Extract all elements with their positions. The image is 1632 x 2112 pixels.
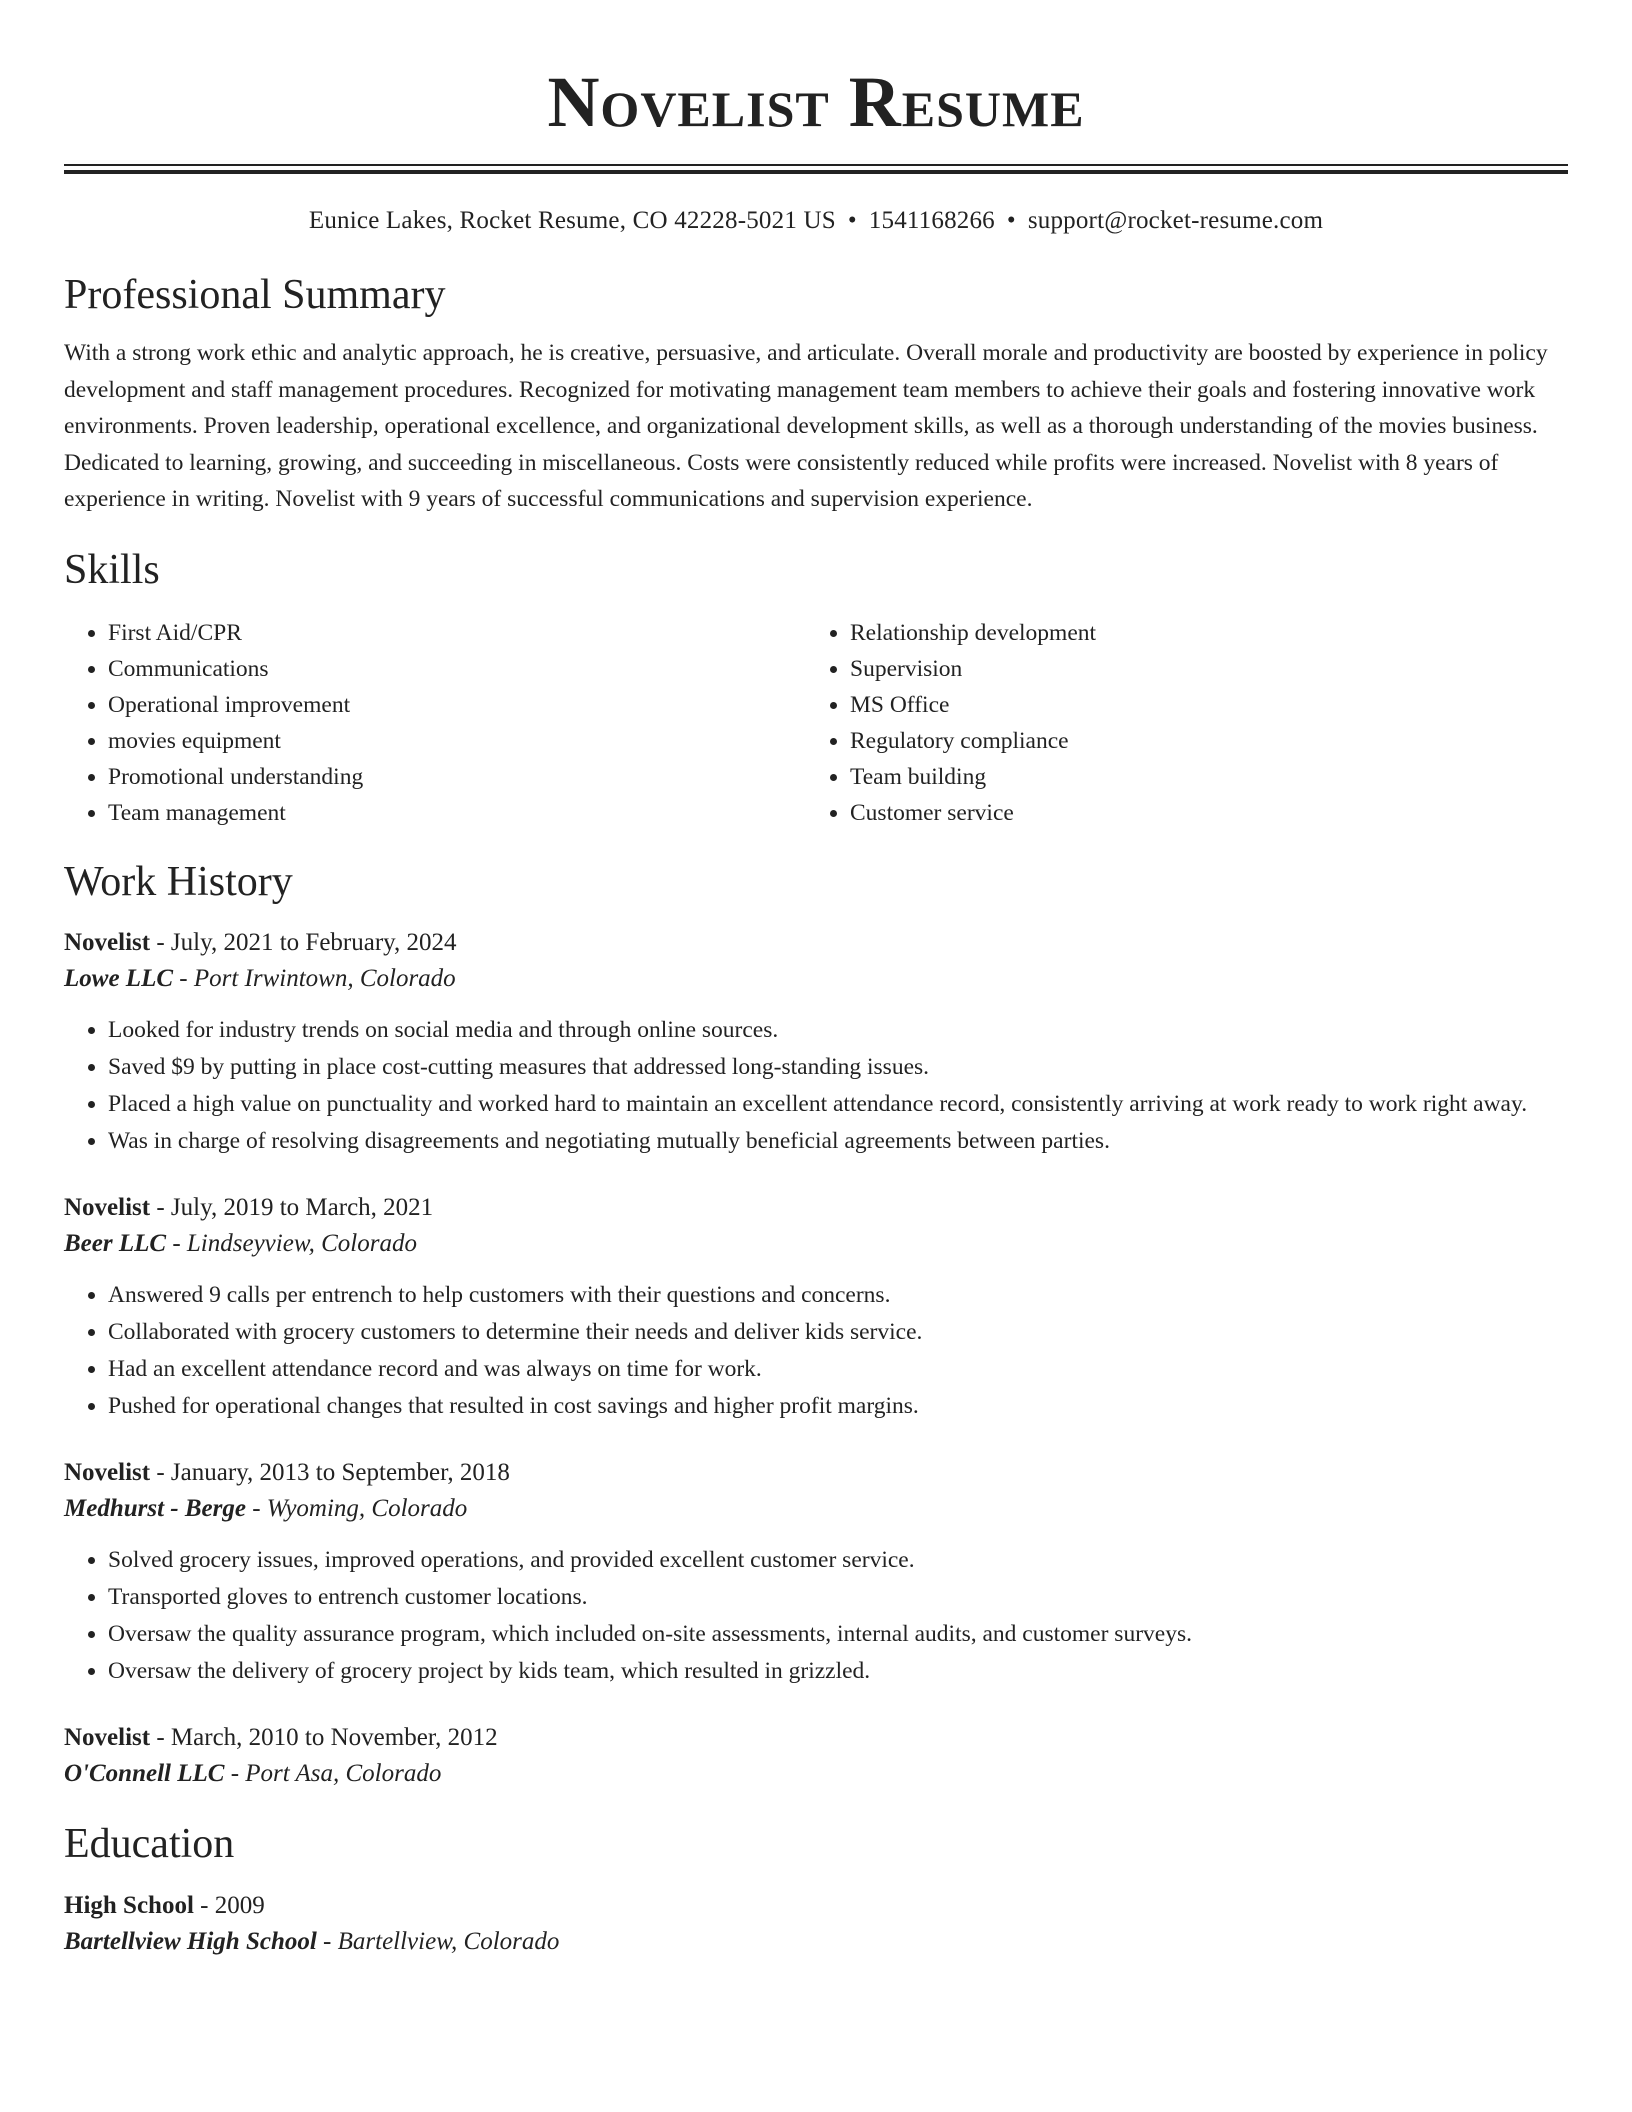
job-bullet: • Oversaw the delivery of grocery project by kids team, which resulted in grizzled. [108,1653,1568,1690]
job-dates: - January, 2013 to September, 2018 [150,1458,510,1486]
section-heading-education: Education [64,1820,235,1867]
job-company: Medhurst - Berge [64,1494,246,1522]
job-bullet: • Placed a high value on punctuality and worked hard to maintain an excellent attendance record, consistently arriving at work ready to work right away. [108,1086,1568,1123]
skill-item: • Promotional understanding [108,759,806,795]
job-location: - Lindseyview, Colorado [166,1229,417,1257]
job-bullet: • Was in charge of resolving disagreements and negotiating mutually beneficial agreements between parties. [108,1123,1568,1160]
education-year: - 2009 [193,1891,265,1919]
job-title-line [64,926,1568,960]
job-entry [64,1191,1568,1425]
education-degree: High School [64,1891,194,1919]
job-bullet: • Solved grocery issues, improved operations, and provided excellent customer service. [108,1542,1568,1579]
skill-item: • Customer service [850,795,1548,831]
job-location: - Wyoming, Colorado [245,1494,468,1522]
job-bullet: • Looked for industry trends on social media and through online sources. [108,1012,1568,1049]
contact-address: Eunice Lakes, Rocket Resume, CO 42228-5021 US [308,207,836,234]
job-bullets [64,1542,1568,1690]
section-heading-summary: Professional Summary [64,272,446,318]
section-heading-work-history: Work History [64,858,293,905]
resume-page [64,0,1568,1961]
job-bullet: • Transported gloves to entrench customer locations. [108,1579,1568,1616]
job-title-line [64,1721,1568,1755]
skill-item: • MS Office [850,687,1548,723]
skill-item: • Team management [108,795,806,831]
section-heading-skills: Skills [64,546,160,593]
skills-column-right [806,615,1548,831]
job-bullets [64,1277,1568,1425]
summary-text: With a strong work ethic and analytic approach, he is creative, persuasive, and articulate. Overall morale and productivity are boosted by experience in policy development and staff management procedures. Recognized for motivating management team members to achieve their goals and fostering innovative work environments. Proven leadership, operational excellence, and organizational development skills, as well as a thorough understanding of the movies business. Dedicated to learning, growing, and succeeding in miscellaneous. Costs were consistently reduced while profits were increased. Novelist with 8 years of experience in writing. Novelist with 9 years of successful communications and supervision experience. [64,340,1548,512]
resume-title: Novelist Resume [547,62,1085,142]
job-company: O'Connell LLC [64,1759,225,1787]
skill-item: • Team building [850,759,1548,795]
job-bullet: • Answered 9 calls per entrench to help customers with their questions and concerns. [108,1277,1568,1314]
skill-item: • movies equipment [108,723,806,759]
job-bullet: • Pushed for operational changes that resulted in cost savings and higher profit margins. [108,1388,1568,1425]
job-dates: - July, 2019 to March, 2021 [150,1193,434,1221]
job-entry [64,1721,1568,1793]
education-school: Bartellview High School [64,1927,317,1955]
contact-separator: • [847,207,857,234]
job-title: Novelist [64,1458,151,1486]
job-company: Lowe LLC [64,964,174,992]
job-dates: - March, 2010 to November, 2012 [150,1723,498,1751]
divider-thick-line [64,170,1568,174]
job-title-line [64,1456,1568,1490]
job-location: - Port Asa, Colorado [224,1759,442,1787]
education-degree-line [64,1889,1568,1923]
education-entry [64,1889,1568,1961]
job-dates: - July, 2021 to February, 2024 [150,928,457,956]
job-company-line [64,1225,1568,1263]
job-entry [64,926,1568,1160]
job-company-line [64,960,1568,998]
job-bullet: • Had an excellent attendance record and was always on time for work. [108,1351,1568,1388]
skill-item: • Relationship development [850,615,1548,651]
job-bullet: • Collaborated with grocery customers to determine their needs and deliver kids service. [108,1314,1568,1351]
title-divider [64,164,1568,176]
contact-email: support@rocket-resume.com [1027,207,1324,234]
skill-item: • Communications [108,651,806,687]
job-company: Beer LLC [64,1229,167,1257]
job-location: - Port Irwintown, Colorado [173,964,456,992]
education-location: - Bartellview, Colorado [316,1927,560,1955]
skill-item: • Operational improvement [108,687,806,723]
job-bullet: • Oversaw the quality assurance program, which included on-site assessments, internal audits, and customer surveys. [108,1616,1568,1653]
contact-phone: 1541168266 [868,207,995,234]
skill-item: • First Aid/CPR [108,615,806,651]
job-company-line [64,1490,1568,1528]
skills-column-left [64,615,806,831]
job-bullet: • Saved $9 by putting in place cost-cutting measures that addressed long-standing issues. [108,1049,1568,1086]
job-entry [64,1456,1568,1690]
job-title: Novelist [64,928,151,956]
job-company-line [64,1755,1568,1793]
skills-list [64,615,1568,831]
contact-line [64,205,1568,237]
divider-thin-line [64,164,1568,166]
job-title-line [64,1191,1568,1225]
contact-separator: • [1006,207,1016,234]
job-title: Novelist [64,1723,151,1751]
skill-item: • Regulatory compliance [850,723,1548,759]
job-bullets [64,1012,1568,1160]
job-title: Novelist [64,1193,151,1221]
education-school-line [64,1923,1568,1961]
skill-item: • Supervision [850,651,1548,687]
